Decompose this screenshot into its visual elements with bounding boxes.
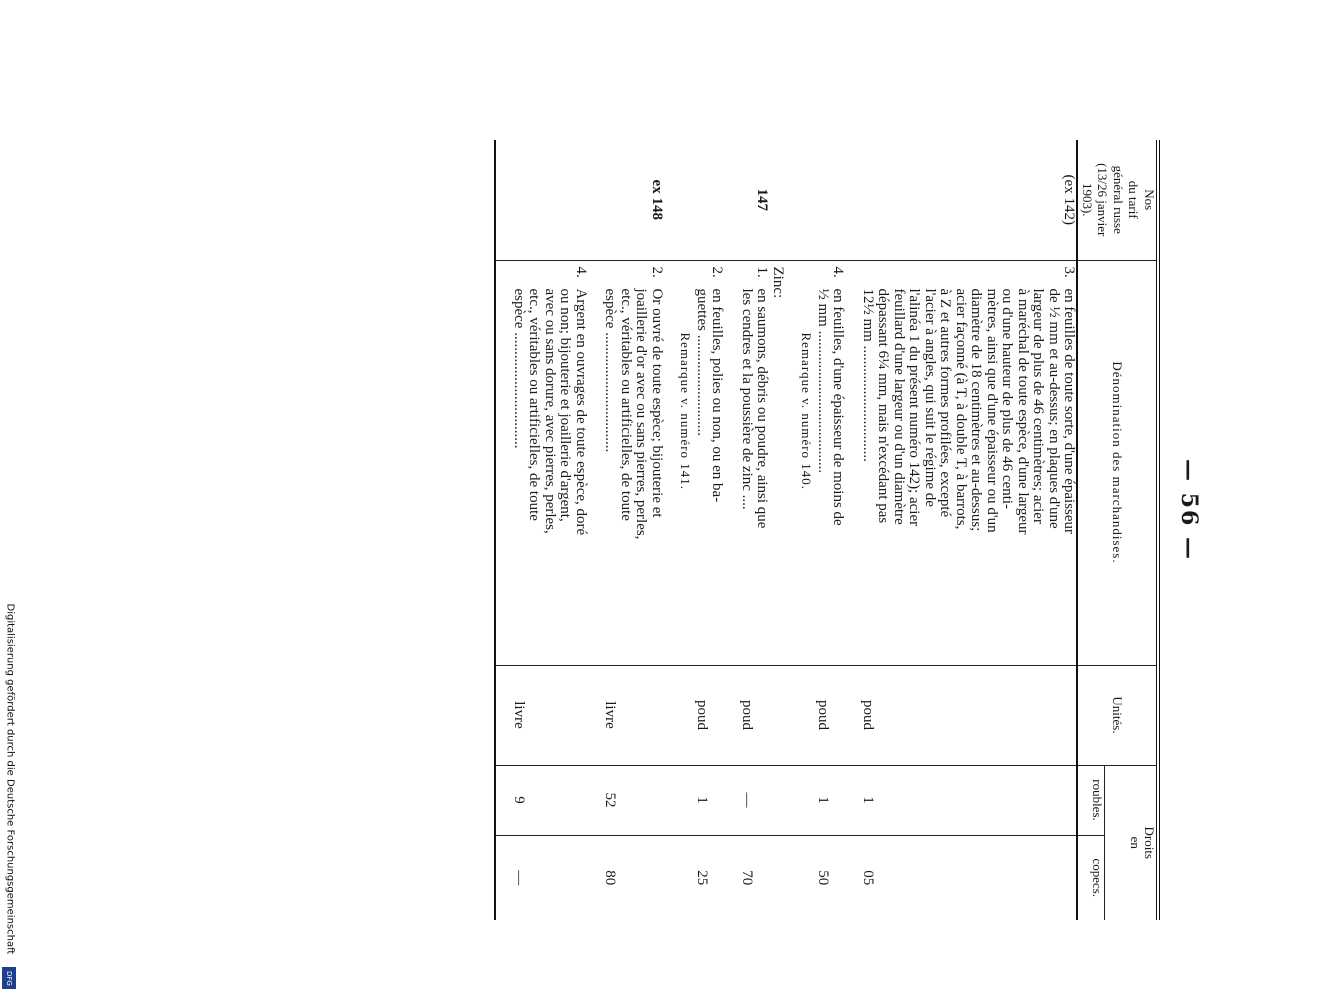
item-line: les cendres et la poussière de zinc ....	[739, 288, 755, 510]
tariff-number-text: ex 148	[649, 179, 665, 220]
item-text	[815, 289, 846, 659]
table-row	[846, 140, 1078, 920]
remark: Remarque v. numéro 141.	[678, 332, 694, 491]
item-line: avec ou sans dorure, avec pierres, perles,	[542, 288, 558, 534]
list-item	[860, 267, 1077, 659]
item-line: ½ mm ......................................	[815, 288, 831, 474]
row-spacer	[846, 267, 860, 659]
list-item	[815, 267, 846, 659]
tariff-number	[785, 140, 846, 260]
row-spacer	[588, 267, 602, 659]
row-spacer	[725, 267, 739, 659]
item-line: espèce ................................	[602, 288, 619, 453]
unit: poud	[846, 665, 1078, 765]
dfg-logo: DFG	[2, 967, 16, 989]
item-line: Argent en ouvrages de toute espèce, doré	[573, 288, 589, 536]
item-number: 1.	[754, 266, 771, 278]
roubles-value: 52	[588, 765, 664, 835]
item-line: en feuilles, d'une épaisseur de moins de	[830, 288, 847, 526]
page-number: — 56 —	[1176, 459, 1202, 561]
row-spacer	[785, 267, 799, 659]
item-text	[739, 289, 770, 659]
table-row	[725, 140, 786, 920]
item-line: à Z et autres formes profilées, excepté	[937, 288, 954, 518]
table-row	[496, 140, 589, 920]
item-text	[511, 289, 589, 659]
copecs-value: 25	[694, 870, 710, 886]
unit: livre	[588, 665, 664, 765]
unit: poud	[664, 665, 725, 765]
item-line: guettes ...........................	[694, 288, 710, 436]
tariff-number	[588, 140, 664, 260]
roubles-value: —	[725, 765, 786, 835]
item-line: en feuilles, polies ou non, ou en ba-	[709, 288, 726, 503]
unit: poud	[725, 665, 786, 765]
item-line: diamètre de 18 centimètres et au-dessus;	[968, 288, 985, 532]
roubles-value: 1	[785, 765, 846, 835]
item-line: à maréchal de toute espèce, d'une largeur	[1015, 288, 1031, 535]
item-line: ou non; bijouterie et joaillerie d'argent,	[557, 288, 574, 522]
item-line: joaillerie d'or avec ou sans pierres, perles,	[633, 288, 650, 540]
tariff-number	[725, 140, 786, 260]
denomination	[588, 260, 664, 665]
copecs-value: 05	[860, 870, 876, 886]
copecs-value: 80	[602, 870, 619, 886]
denomination	[846, 260, 1078, 665]
roubles-value: 1	[664, 765, 725, 835]
header-droits: Droits en	[1105, 765, 1158, 920]
item-line: 12½ mm ...............................	[860, 288, 876, 462]
table-row	[785, 140, 846, 920]
unit: livre	[496, 665, 589, 765]
item-line: l'alinéa 1 du présent numéro 142); acier	[906, 288, 923, 527]
item-line: etc., véritables ou artificielles, de toute	[618, 288, 634, 521]
item-number: 2.	[649, 266, 665, 278]
table-row	[588, 140, 664, 920]
tariff-number	[496, 140, 589, 260]
row-spacer	[664, 267, 678, 659]
header-units: Unités.	[1078, 665, 1159, 765]
tariff-table	[495, 140, 1161, 920]
copecs-value: 70	[739, 870, 755, 886]
item-line: etc., véritables ou artificielles, de toute	[526, 288, 543, 521]
item-line: de ½ mm et au-dessus; en plaques d'une	[1046, 288, 1062, 529]
tariff-number	[664, 140, 725, 260]
denomination	[496, 260, 589, 665]
item-text	[602, 289, 664, 659]
list-item	[694, 267, 725, 659]
roubles-value: 1	[846, 765, 1078, 835]
tariff-number	[846, 140, 1078, 260]
list-item	[511, 267, 589, 659]
header-copecs: copecs.	[1078, 835, 1105, 920]
item-number: 4.	[830, 266, 847, 278]
item-line: Or ouvré de toute espèce; bijouterie et	[649, 288, 665, 518]
item-line: feuillard d'une largeur ou d'un diamètre	[891, 288, 907, 525]
tariff-number-text: (ex 142)	[1061, 174, 1078, 225]
funding-sidebar	[2, 603, 18, 988]
item-text	[694, 289, 725, 659]
item-line: l'acier à angles, qui suit le régime de	[922, 288, 938, 507]
denomination	[725, 260, 786, 665]
funding-note: Digitalisierung gefördert durch die Deutsche Forschungsgemeinschaft	[4, 603, 16, 955]
item-line: largeur de plus de 46 centimètres; acier	[1030, 288, 1047, 524]
unit: poud	[785, 665, 846, 765]
group-title: Zinc:	[770, 266, 786, 299]
tariff-number-text: 147	[754, 188, 771, 211]
list-item	[739, 267, 770, 659]
item-number: 2.	[709, 266, 726, 278]
item-line: acier façonné (à T, à double T, à barrots,	[953, 288, 969, 530]
list-item	[602, 267, 664, 659]
document-page	[190, 80, 1230, 920]
header-denomination: Dénomination des marchandises.	[1078, 260, 1159, 665]
remark: Remarque v. numéro 140.	[799, 332, 815, 491]
item-number: 4.	[573, 266, 589, 278]
copecs-value: —	[496, 835, 589, 920]
denomination	[785, 260, 846, 665]
item-text	[860, 289, 1077, 659]
header-tariff-number: Nos du tarif général russe (13/26 janvier 1903).	[1078, 140, 1159, 260]
item-line: ou d'une hauteur de plus de 46 centi-	[999, 288, 1016, 510]
header-roubles: roubles.	[1078, 765, 1105, 835]
item-line: dépassant 6¼ mm, mais n'excédant pas	[875, 288, 892, 524]
item-line: en saumons, débris ou poudre, ainsi que	[754, 288, 771, 529]
table-row	[664, 140, 725, 920]
row-spacer	[497, 267, 511, 659]
item-line: espèce ...............................	[511, 288, 527, 449]
roubles-value: 9	[496, 765, 589, 835]
item-number: 3.	[1061, 266, 1078, 278]
denomination	[664, 260, 725, 665]
copecs-value: 50	[815, 870, 831, 886]
item-line: mètres, ainsi que d'une épaisseur ou d'un	[984, 288, 1000, 533]
item-line: en feuilles de toute sorte, d'une épaisseur	[1061, 288, 1078, 535]
